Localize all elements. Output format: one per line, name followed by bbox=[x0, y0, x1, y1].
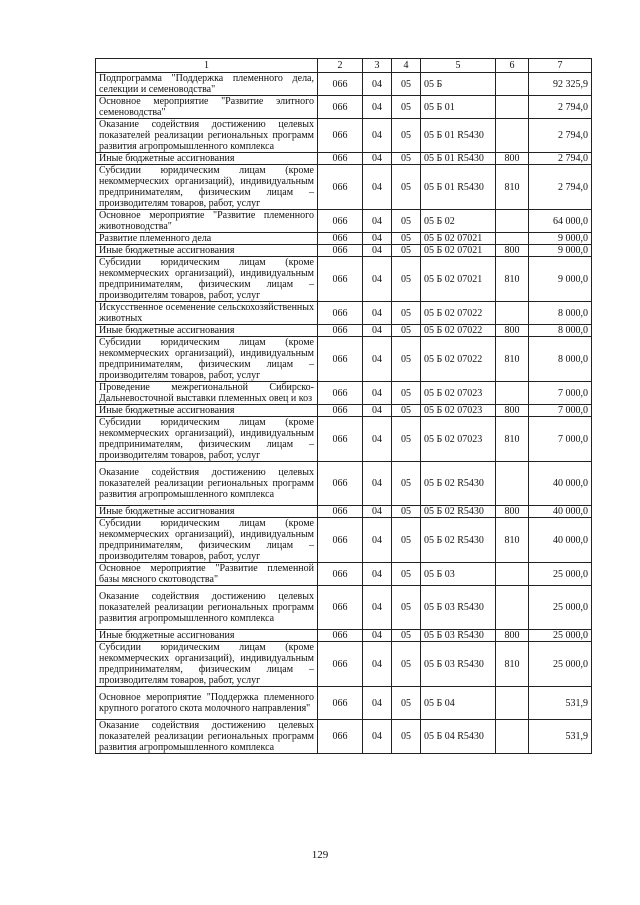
amount-cell: 9 000,0 bbox=[529, 245, 592, 257]
subsection-cell: 05 bbox=[392, 119, 421, 153]
amount-cell: 40 000,0 bbox=[529, 518, 592, 563]
ministry-code-cell: 066 bbox=[318, 382, 363, 405]
expense-type-cell: 810 bbox=[496, 165, 529, 210]
description-cell: Иные бюджетные ассигнования bbox=[96, 325, 318, 337]
amount-cell: 2 794,0 bbox=[529, 119, 592, 153]
target-article-cell: 05 Б 01 R5430 bbox=[421, 153, 496, 165]
section-cell: 04 bbox=[363, 642, 392, 687]
subsection-cell: 05 bbox=[392, 687, 421, 720]
target-article-cell: 05 Б 02 07021 bbox=[421, 245, 496, 257]
subsection-cell: 05 bbox=[392, 233, 421, 245]
ministry-code-cell: 066 bbox=[318, 210, 363, 233]
ministry-code-cell: 066 bbox=[318, 462, 363, 506]
section-cell: 04 bbox=[363, 687, 392, 720]
table-row bbox=[96, 586, 592, 630]
target-article-cell: 05 Б 02 07021 bbox=[421, 233, 496, 245]
expense-type-cell: 810 bbox=[496, 642, 529, 687]
target-article-cell: 05 Б 03 R5430 bbox=[421, 642, 496, 687]
amount-cell: 7 000,0 bbox=[529, 382, 592, 405]
description-cell: Оказание содействия достижению целевых показателей реализации региональных программ развития агропромышленного комплекса bbox=[96, 586, 318, 630]
description-cell: Иные бюджетные ассигнования bbox=[96, 405, 318, 417]
subsection-cell: 05 bbox=[392, 506, 421, 518]
expense-type-cell bbox=[496, 233, 529, 245]
table-row bbox=[96, 518, 592, 563]
ministry-code-cell: 066 bbox=[318, 165, 363, 210]
section-cell: 04 bbox=[363, 245, 392, 257]
expense-type-cell bbox=[496, 563, 529, 586]
target-article-cell: 05 Б 03 R5430 bbox=[421, 630, 496, 642]
description-cell: Субсидии юридическим лицам (кроме некоммерческих организаций), индивидуальным предпринимателям, физическим лицам – производителям товаров, работ, услуг bbox=[96, 337, 318, 382]
subsection-cell: 05 bbox=[392, 210, 421, 233]
amount-cell: 9 000,0 bbox=[529, 233, 592, 245]
target-article-cell: 05 Б 01 bbox=[421, 96, 496, 119]
column-header: 6 bbox=[496, 59, 529, 73]
subsection-cell: 05 bbox=[392, 73, 421, 96]
column-header: 7 bbox=[529, 59, 592, 73]
amount-cell: 2 794,0 bbox=[529, 153, 592, 165]
ministry-code-cell: 066 bbox=[318, 506, 363, 518]
target-article-cell: 05 Б 02 07022 bbox=[421, 337, 496, 382]
ministry-code-cell: 066 bbox=[318, 720, 363, 754]
amount-cell: 531,9 bbox=[529, 687, 592, 720]
target-article-cell: 05 Б 02 R5430 bbox=[421, 462, 496, 506]
subsection-cell: 05 bbox=[392, 630, 421, 642]
table-row bbox=[96, 257, 592, 302]
table-header bbox=[96, 59, 592, 73]
ministry-code-cell: 066 bbox=[318, 153, 363, 165]
subsection-cell: 05 bbox=[392, 96, 421, 119]
expense-type-cell bbox=[496, 73, 529, 96]
target-article-cell: 05 Б 02 R5430 bbox=[421, 518, 496, 563]
target-article-cell: 05 Б 03 bbox=[421, 563, 496, 586]
column-header: 5 bbox=[421, 59, 496, 73]
target-article-cell: 05 Б 02 07021 bbox=[421, 257, 496, 302]
expense-type-cell: 800 bbox=[496, 245, 529, 257]
column-header: 4 bbox=[392, 59, 421, 73]
description-cell: Субсидии юридическим лицам (кроме некоммерческих организаций), индивидуальным предпринимателям, физическим лицам – производителям товаров, работ, услуг bbox=[96, 417, 318, 462]
ministry-code-cell: 066 bbox=[318, 630, 363, 642]
subsection-cell: 05 bbox=[392, 153, 421, 165]
table-row bbox=[96, 302, 592, 325]
amount-cell: 9 000,0 bbox=[529, 257, 592, 302]
section-cell: 04 bbox=[363, 586, 392, 630]
table-row bbox=[96, 506, 592, 518]
ministry-code-cell: 066 bbox=[318, 233, 363, 245]
target-article-cell: 05 Б 02 07023 bbox=[421, 417, 496, 462]
ministry-code-cell: 066 bbox=[318, 325, 363, 337]
expense-type-cell: 810 bbox=[496, 518, 529, 563]
amount-cell: 40 000,0 bbox=[529, 462, 592, 506]
description-cell: Иные бюджетные ассигнования bbox=[96, 630, 318, 642]
description-cell: Основное мероприятие "Развитие племенного животноводства" bbox=[96, 210, 318, 233]
expense-type-cell: 800 bbox=[496, 630, 529, 642]
table-row bbox=[96, 325, 592, 337]
subsection-cell: 05 bbox=[392, 337, 421, 382]
amount-cell: 40 000,0 bbox=[529, 506, 592, 518]
description-cell: Подпрограмма "Поддержка племенного дела, селекции и семеноводства" bbox=[96, 73, 318, 96]
column-header: 1 bbox=[96, 59, 318, 73]
subsection-cell: 05 bbox=[392, 720, 421, 754]
section-cell: 04 bbox=[363, 165, 392, 210]
description-cell: Иные бюджетные ассигнования bbox=[96, 506, 318, 518]
expense-type-cell bbox=[496, 96, 529, 119]
table-row bbox=[96, 720, 592, 754]
table-row bbox=[96, 73, 592, 96]
table-row bbox=[96, 233, 592, 245]
amount-cell: 531,9 bbox=[529, 720, 592, 754]
ministry-code-cell: 066 bbox=[318, 96, 363, 119]
expense-type-cell bbox=[496, 720, 529, 754]
description-cell: Иные бюджетные ассигнования bbox=[96, 153, 318, 165]
expense-type-cell bbox=[496, 687, 529, 720]
target-article-cell: 05 Б 02 07023 bbox=[421, 405, 496, 417]
table-row bbox=[96, 642, 592, 687]
ministry-code-cell: 066 bbox=[318, 337, 363, 382]
table-row bbox=[96, 153, 592, 165]
description-cell: Субсидии юридическим лицам (кроме некоммерческих организаций), индивидуальным предпринимателям, физическим лицам – производителям товаров, работ, услуг bbox=[96, 518, 318, 563]
ministry-code-cell: 066 bbox=[318, 257, 363, 302]
target-article-cell: 05 Б 02 R5430 bbox=[421, 506, 496, 518]
table-row bbox=[96, 119, 592, 153]
target-article-cell: 05 Б 04 bbox=[421, 687, 496, 720]
description-cell: Оказание содействия достижению целевых показателей реализации региональных программ развития агропромышленного комплекса bbox=[96, 720, 318, 754]
table-row bbox=[96, 337, 592, 382]
section-cell: 04 bbox=[363, 153, 392, 165]
target-article-cell: 05 Б bbox=[421, 73, 496, 96]
subsection-cell: 05 bbox=[392, 382, 421, 405]
table-row bbox=[96, 462, 592, 506]
section-cell: 04 bbox=[363, 417, 392, 462]
amount-cell: 8 000,0 bbox=[529, 337, 592, 382]
expense-type-cell bbox=[496, 462, 529, 506]
target-article-cell: 05 Б 03 R5430 bbox=[421, 586, 496, 630]
amount-cell: 64 000,0 bbox=[529, 210, 592, 233]
description-cell: Оказание содействия достижению целевых показателей реализации региональных программ развития агропромышленного комплекса bbox=[96, 462, 318, 506]
subsection-cell: 05 bbox=[392, 642, 421, 687]
table-row bbox=[96, 417, 592, 462]
table-row bbox=[96, 245, 592, 257]
amount-cell: 25 000,0 bbox=[529, 630, 592, 642]
section-cell: 04 bbox=[363, 506, 392, 518]
ministry-code-cell: 066 bbox=[318, 73, 363, 96]
amount-cell: 2 794,0 bbox=[529, 165, 592, 210]
amount-cell: 8 000,0 bbox=[529, 302, 592, 325]
description-cell: Проведение межрегиональной Сибирско-Дальневосточной выставки племенных овец и коз bbox=[96, 382, 318, 405]
target-article-cell: 05 Б 02 bbox=[421, 210, 496, 233]
subsection-cell: 05 bbox=[392, 302, 421, 325]
table-row bbox=[96, 165, 592, 210]
ministry-code-cell: 066 bbox=[318, 642, 363, 687]
page-number: 129 bbox=[311, 849, 329, 861]
description-cell: Основное мероприятие "Поддержка племенного крупного рогатого скота молочного направления" bbox=[96, 687, 318, 720]
target-article-cell: 05 Б 01 R5430 bbox=[421, 165, 496, 210]
amount-cell: 25 000,0 bbox=[529, 586, 592, 630]
section-cell: 04 bbox=[363, 325, 392, 337]
expense-type-cell bbox=[496, 382, 529, 405]
description-cell: Оказание содействия достижению целевых показателей реализации региональных программ развития агропромышленного комплекса bbox=[96, 119, 318, 153]
amount-cell: 25 000,0 bbox=[529, 642, 592, 687]
section-cell: 04 bbox=[363, 382, 392, 405]
target-article-cell: 05 Б 01 R5430 bbox=[421, 119, 496, 153]
section-cell: 04 bbox=[363, 257, 392, 302]
subsection-cell: 05 bbox=[392, 462, 421, 506]
subsection-cell: 05 bbox=[392, 325, 421, 337]
target-article-cell: 05 Б 02 07023 bbox=[421, 382, 496, 405]
subsection-cell: 05 bbox=[392, 405, 421, 417]
subsection-cell: 05 bbox=[392, 257, 421, 302]
ministry-code-cell: 066 bbox=[318, 586, 363, 630]
expense-type-cell bbox=[496, 210, 529, 233]
expense-type-cell: 810 bbox=[496, 417, 529, 462]
subsection-cell: 05 bbox=[392, 518, 421, 563]
budget-table bbox=[95, 58, 592, 754]
table-row bbox=[96, 96, 592, 119]
description-cell: Основное мероприятие "Развитие племенной базы мясного скотоводства" bbox=[96, 563, 318, 586]
subsection-cell: 05 bbox=[392, 563, 421, 586]
description-cell: Основное мероприятие "Развитие элитного семеноводства" bbox=[96, 96, 318, 119]
section-cell: 04 bbox=[363, 563, 392, 586]
subsection-cell: 05 bbox=[392, 417, 421, 462]
column-header: 2 bbox=[318, 59, 363, 73]
section-cell: 04 bbox=[363, 210, 392, 233]
subsection-cell: 05 bbox=[392, 586, 421, 630]
description-cell: Субсидии юридическим лицам (кроме некоммерческих организаций), индивидуальным предпринимателям, физическим лицам – производителям товаров, работ, услуг bbox=[96, 257, 318, 302]
expense-type-cell bbox=[496, 586, 529, 630]
table-row bbox=[96, 405, 592, 417]
table-row bbox=[96, 630, 592, 642]
expense-type-cell: 800 bbox=[496, 405, 529, 417]
target-article-cell: 05 Б 02 07022 bbox=[421, 325, 496, 337]
amount-cell: 8 000,0 bbox=[529, 325, 592, 337]
description-cell: Иные бюджетные ассигнования bbox=[96, 245, 318, 257]
target-article-cell: 05 Б 02 07022 bbox=[421, 302, 496, 325]
ministry-code-cell: 066 bbox=[318, 245, 363, 257]
description-cell: Субсидии юридическим лицам (кроме некоммерческих организаций), индивидуальным предпринимателям, физическим лицам – производителям товаров, работ, услуг bbox=[96, 642, 318, 687]
section-cell: 04 bbox=[363, 337, 392, 382]
ministry-code-cell: 066 bbox=[318, 302, 363, 325]
header-row bbox=[96, 59, 592, 73]
table-row bbox=[96, 382, 592, 405]
table-row bbox=[96, 210, 592, 233]
expense-type-cell: 800 bbox=[496, 153, 529, 165]
column-header: 3 bbox=[363, 59, 392, 73]
section-cell: 04 bbox=[363, 96, 392, 119]
table-row bbox=[96, 687, 592, 720]
description-cell: Искусственное осеменение сельскохозяйственных животных bbox=[96, 302, 318, 325]
target-article-cell: 05 Б 04 R5430 bbox=[421, 720, 496, 754]
section-cell: 04 bbox=[363, 73, 392, 96]
amount-cell: 25 000,0 bbox=[529, 563, 592, 586]
section-cell: 04 bbox=[363, 119, 392, 153]
expense-type-cell bbox=[496, 119, 529, 153]
ministry-code-cell: 066 bbox=[318, 518, 363, 563]
amount-cell: 92 325,9 bbox=[529, 73, 592, 96]
ministry-code-cell: 066 bbox=[318, 405, 363, 417]
section-cell: 04 bbox=[363, 302, 392, 325]
subsection-cell: 05 bbox=[392, 165, 421, 210]
section-cell: 04 bbox=[363, 630, 392, 642]
section-cell: 04 bbox=[363, 233, 392, 245]
ministry-code-cell: 066 bbox=[318, 563, 363, 586]
table-body bbox=[96, 73, 592, 754]
section-cell: 04 bbox=[363, 518, 392, 563]
expense-type-cell: 810 bbox=[496, 337, 529, 382]
expense-type-cell: 800 bbox=[496, 325, 529, 337]
expense-type-cell: 810 bbox=[496, 257, 529, 302]
amount-cell: 7 000,0 bbox=[529, 417, 592, 462]
amount-cell: 2 794,0 bbox=[529, 96, 592, 119]
section-cell: 04 bbox=[363, 405, 392, 417]
description-cell: Субсидии юридическим лицам (кроме некоммерческих организаций), индивидуальным предпринимателям, физическим лицам – производителям товаров, работ, услуг bbox=[96, 165, 318, 210]
ministry-code-cell: 066 bbox=[318, 687, 363, 720]
expense-type-cell bbox=[496, 302, 529, 325]
expense-type-cell: 800 bbox=[496, 506, 529, 518]
ministry-code-cell: 066 bbox=[318, 119, 363, 153]
description-cell: Развитие племенного дела bbox=[96, 233, 318, 245]
ministry-code-cell: 066 bbox=[318, 417, 363, 462]
subsection-cell: 05 bbox=[392, 245, 421, 257]
section-cell: 04 bbox=[363, 462, 392, 506]
amount-cell: 7 000,0 bbox=[529, 405, 592, 417]
table-row bbox=[96, 563, 592, 586]
section-cell: 04 bbox=[363, 720, 392, 754]
